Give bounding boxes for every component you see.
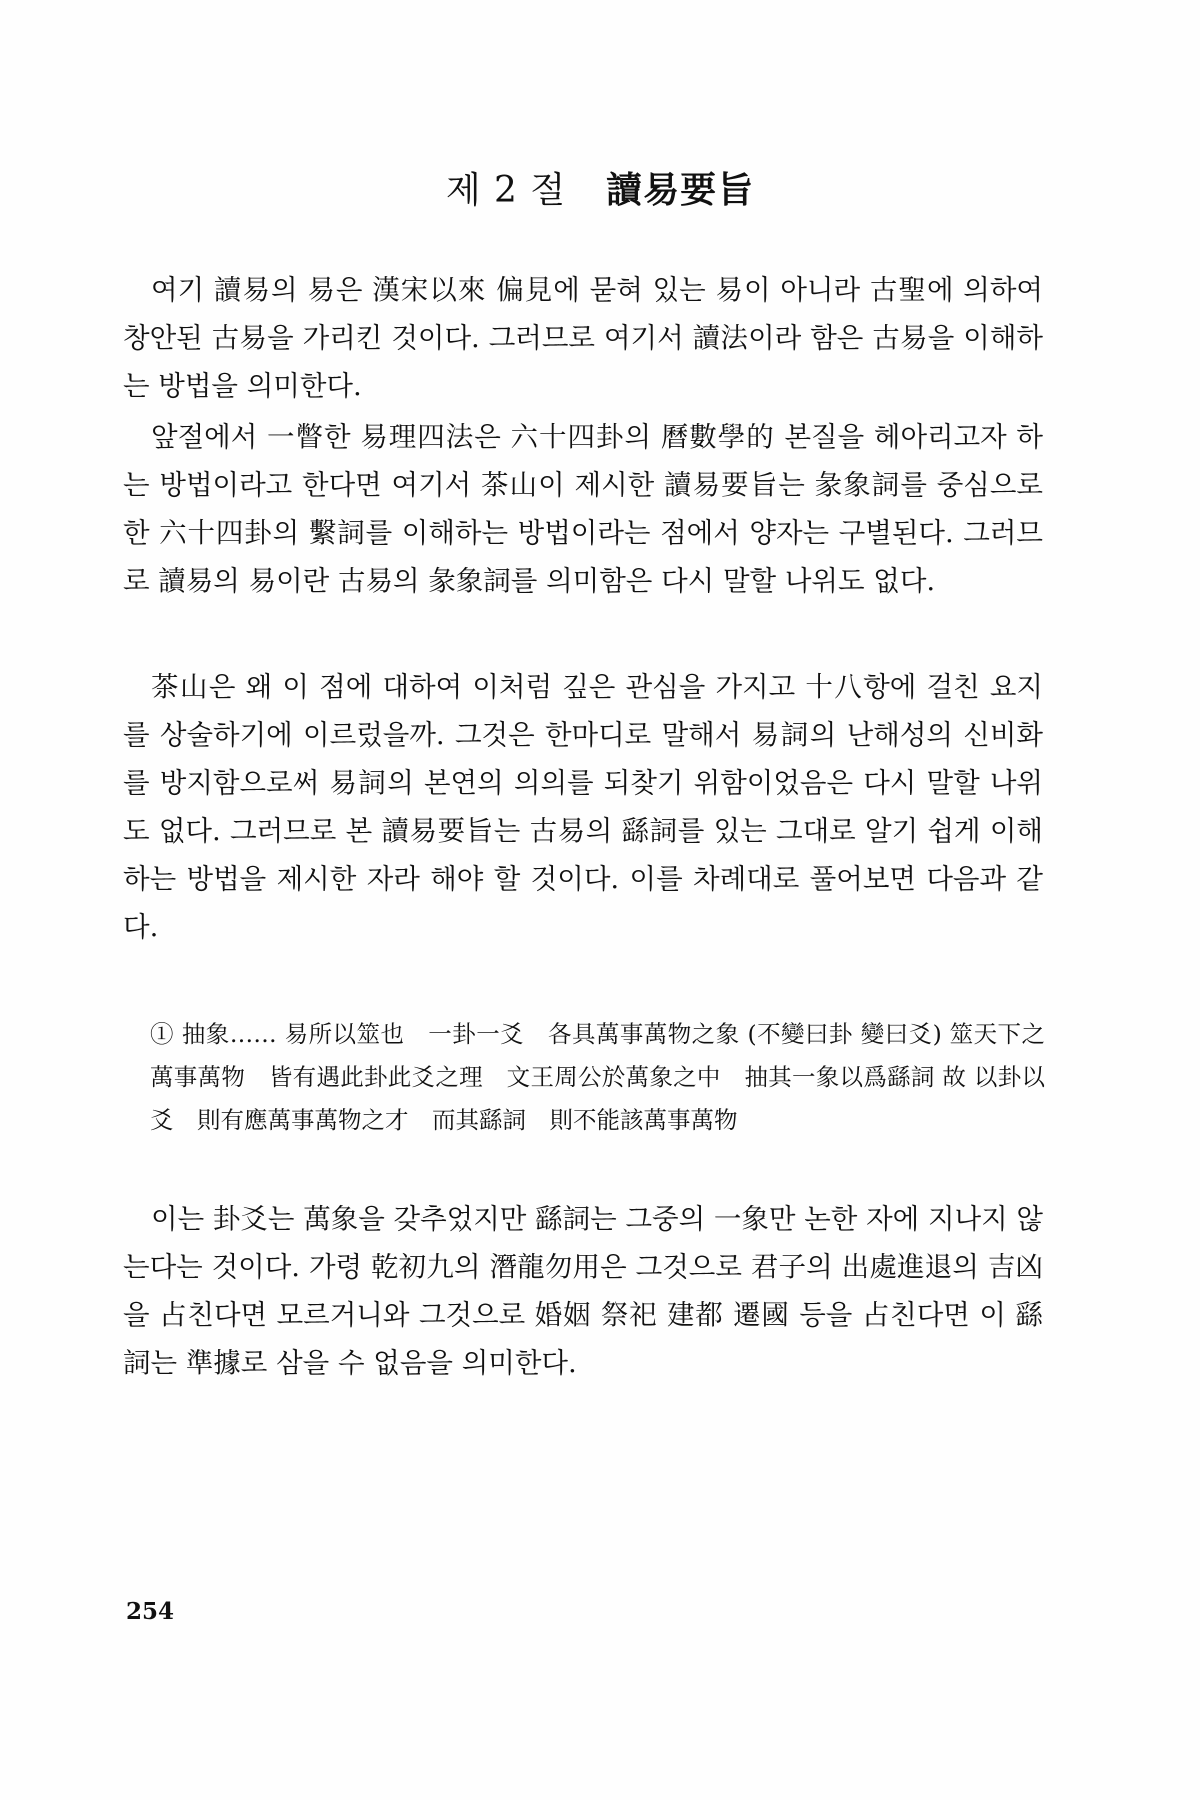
paragraph-1 — [123, 266, 1043, 410]
section-number: 제 2 절 — [445, 170, 567, 211]
paragraph-3 — [123, 663, 1043, 951]
paragraph-text: 茶山은 왜 이 점에 대하여 이처럼 깊은 관심을 가지고 十八항에 걸친 요지를 상술하기에 이르렀을까. 그것은 한마디로 말해서 易詞의 난해성의 신비화를 방지함으로써 易詞의 본연의 의의를 되찾기 위함이었음은 다시 말할 나위도 없다. 그러므로 본 讀易要旨는 古易의 繇詞를 있는 그대로 알기 쉽게 이해하는 방법을 제시한 자라 해야 할 것이다. 이를 차례대로 풀어보면 다음과 같다. — [123, 671, 1043, 943]
paragraph-text: 앞절에서 一瞥한 易理四法은 六十四卦의 曆數學的 본질을 헤아리고자 하는 방법이라고 한다면 여기서 茶山이 제시한 讀易要旨는 彖象詞를 중심으로 한 六十四卦의 繫詞를 이해하는 방법이라는 점에서 양자는 구별된다. 그러므로 讀易의 易이란 古易의 彖象詞를 의미함은 다시 말할 나위도 없다. — [123, 421, 1043, 597]
paragraph-text: 여기 讀易의 易은 漢宋以來 偏見에 묻혀 있는 易이 아니라 古聖에 의하여 창안된 古易을 가리킨 것이다. 그러므로 여기서 讀法이라 함은 古易을 이해하는 방법을 의미한다. — [123, 274, 1043, 402]
page-number: 254 — [126, 1598, 175, 1625]
section-heading — [0, 162, 1200, 213]
quote-text: ① 抽象…… 易所以筮也 一卦一爻 各具萬事萬物之象 (不變曰卦 變曰爻) 筮天下之萬事萬物 皆有遇此卦此爻之理 文王周公於萬象之中 抽其一象以爲繇詞 故 以卦以爻 則有應萬事萬物之才 而其繇詞 則不能該萬事萬物 — [150, 1020, 1045, 1134]
paragraph-text: 이는 卦爻는 萬象을 갖추었지만 繇詞는 그중의 一象만 논한 자에 지나지 않는다는 것이다. 가령 乾初九의 潛龍勿用은 그것으로 君子의 出處進退의 吉凶을 占친다면 모르거니와 그것으로 婚姻 祭祀 建都 遷國 등을 占친다면 이 繇詞는 準據로 삼을 수 없음을 의미한다. — [123, 1203, 1043, 1379]
quoted-passage — [150, 1013, 1045, 1142]
paragraph-4 — [123, 1195, 1043, 1387]
paragraph-2 — [123, 413, 1043, 605]
section-title: 讀易要旨 — [606, 169, 755, 211]
